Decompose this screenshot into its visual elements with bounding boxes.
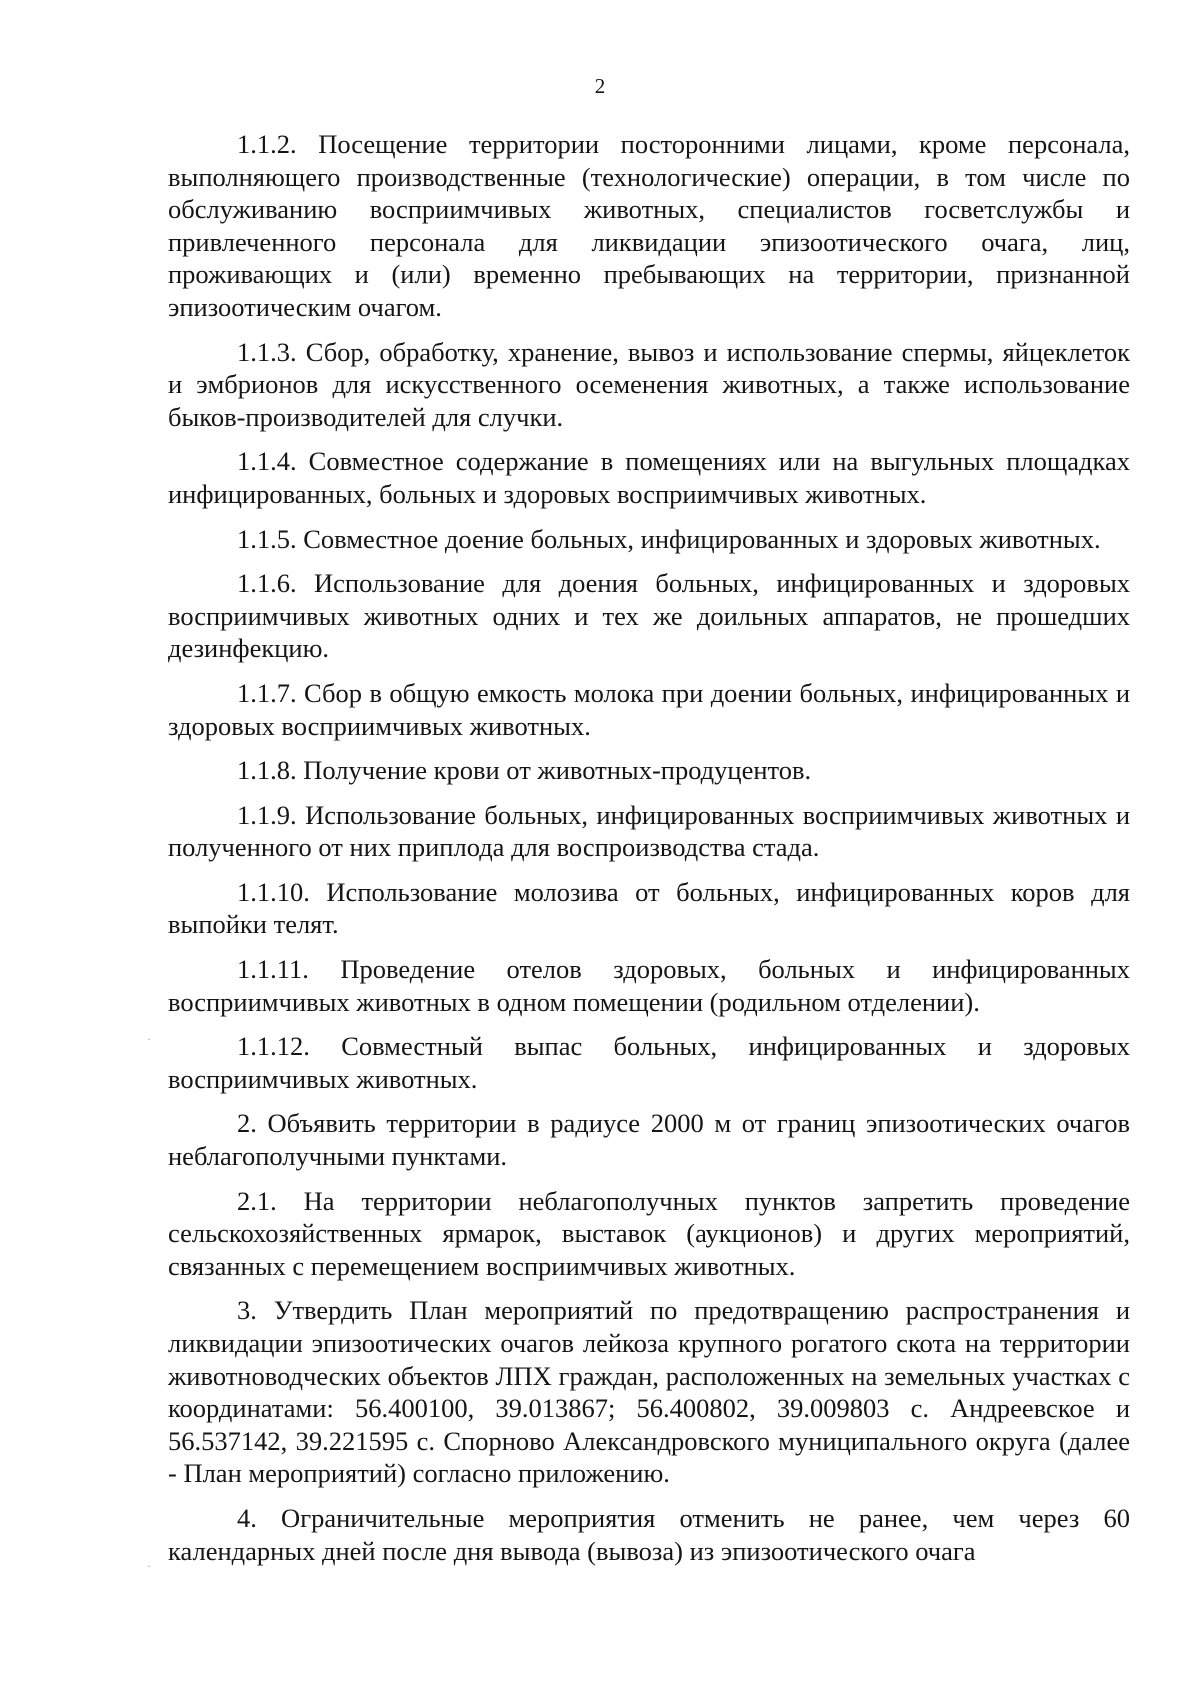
paragraph-2-1: 2.1. На территории неблагополучных пунктов запретить проведение сельскохозяйственных ярмарок, выставок (аукционов) и других мероприятий, связанных с перемещением восприимчивых животных. xyxy=(168,1185,1130,1281)
document-body xyxy=(168,128,1130,1567)
scan-speck: · xyxy=(147,1559,151,1573)
paragraph-1-1-7: 1.1.7. Сбор в общую емкость молока при доении больных, инфицированных и здоровых восприимчивых животных. xyxy=(168,677,1130,741)
paragraph-2: 2. Объявить территории в радиусе 2000 м от границ эпизоотических очагов неблагополучными пунктами. xyxy=(168,1108,1130,1172)
paragraph-1-1-3: 1.1.3. Сбор, обработку, хранение, вывоз и использование спермы, яйцеклеток и эмбрионов для искусственного осеменения животных, а также использование быков-производителей для случки. xyxy=(168,336,1130,432)
page-number: 2 xyxy=(594,74,606,98)
paragraph-4: 4. Ограничительные мероприятия отменить не ранее, чем через 60 календарных дней после дня вывода (вывоза) из эпизоотического очага xyxy=(168,1502,1130,1566)
paragraph-1-1-9: 1.1.9. Использование больных, инфицированных восприимчивых животных и полученного от них приплода для воспроизводства стада. xyxy=(168,799,1130,863)
paragraph-1-1-8: 1.1.8. Получение крови от животных-продуцентов. xyxy=(237,755,812,786)
paragraph-3: 3. Утвердить План мероприятий по предотвращению распространения и ликвидации эпизоотических очагов лейкоза крупного рогатого скота на территории животноводческих объектов ЛПХ граждан, расположенных на земельных участках с координатами: 56.400100, 39.013867; 56.400802, 39.009803 с. Андреевское и 56.537142, 39.221595 с. Спорново Александровского муниципального округа (далее - План мероприятий) согласно приложению. xyxy=(168,1295,1130,1489)
paragraph-1-1-6: 1.1.6. Использование для доения больных, инфицированных и здоровых восприимчивых животных одних и тех же доильных аппаратов, не прошедших дезинфекцию. xyxy=(168,568,1130,664)
paragraph-1-1-10: 1.1.10. Использование молозива от больных, инфицированных коров для выпойки телят. xyxy=(168,876,1130,940)
paragraph-1-1-5: 1.1.5. Совместное доение больных, инфицированных и здоровых животных. xyxy=(237,523,1101,554)
paragraph-1-1-12: 1.1.12. Совместный выпас больных, инфицированных и здоровых восприимчивых животных. xyxy=(168,1031,1130,1094)
paragraph-1-1-2: 1.1.2. Посещение территории посторонними лицами, кроме персонала, выполняющего производственные (технологические) операции, в том числе по обслуживанию восприимчивых животных, специалистов госветслужбы и привлеченного персонала для ликвидации эпизоотического очага, лиц, проживающих и (или) временно пребывающих на территории, признанной эпизоотическим очагом. xyxy=(168,129,1130,322)
paragraph-1-1-11: 1.1.11. Проведение отелов здоровых, больных и инфицированных восприимчивых животных в одном помещении (родильном отделении). xyxy=(168,954,1130,1017)
scan-speck: · xyxy=(147,1032,151,1046)
paragraph-1-1-4: 1.1.4. Совместное содержание в помещениях или на выгульных площадках инфицированных, больных и здоровых восприимчивых животных. xyxy=(168,446,1130,509)
